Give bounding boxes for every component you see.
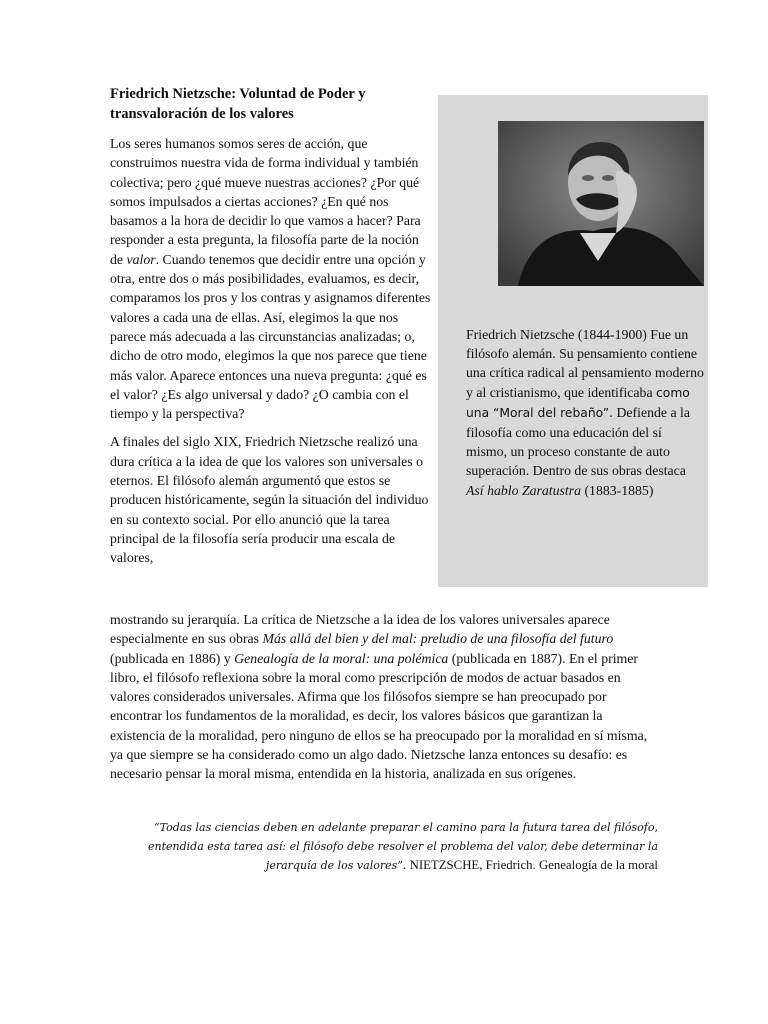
book-title-2: Genealogía de la moral: una polémica bbox=[234, 650, 449, 666]
wide-text-a: mostrando su jerarquía. La crítica de Nietzsche a la idea de los valores universales aparece especialmente en sus obras bbox=[110, 612, 610, 647]
intro-part1: Los seres humanos somos seres de acción, que construimos nuestra vida de forma individual y también colectiva; pero ¿qué mueve nuestras acciones? ¿Por qué somos impulsados a ciertas acciones? ¿En qué nos basamos a la hora de decidir lo que vamos a hacer? Para responder a esta pregunta, la filosofía parte de la noción de bbox=[110, 136, 421, 267]
book-title-1: Más allá del bien y del mal: preludio de una filosofía del futuro bbox=[262, 631, 614, 647]
portrait-image bbox=[498, 121, 704, 286]
caption-text-b: Defiende a la filosofía como una educación del sí mismo, un proceso constante de auto superación. Dentro de sus obras destaca bbox=[466, 404, 690, 479]
intro-paragraph bbox=[110, 134, 432, 423]
caption-text-sans: como una “Moral del rebaño”. bbox=[466, 385, 690, 420]
quote-text: “Todas las ciencias deben en adelante preparar el camino para la futura tarea del filósofo, entendida esta tarea así: el filósofo debe resolver el problema del valor, debe determinar la jerarquía de los valores”. bbox=[148, 821, 658, 872]
nietzsche-portrait-photo bbox=[498, 121, 704, 286]
intro-valor-word: valor bbox=[126, 251, 156, 267]
body-column bbox=[110, 134, 432, 568]
portrait-caption bbox=[466, 325, 704, 500]
wide-text-b: (publicada en 1886) y bbox=[110, 650, 235, 666]
intro-part2: . Cuando tenemos que decidir entre una opción y otra, entre dos o más posibilidades, evaluamos, es decir, comparamos los pros y los contras y asignamos diferentes valores a cada una de ellas. Así, elegimos la que nos parece más adecuada a las circunstancias analizadas; o, dicho de otro modo, elegimos la que nos parece que tiene más valor. Aparece entonces una nueva pregunta: ¿qué es el valor? ¿Es algo universal y dado? ¿O cambia con el tiempo y la perspectiva? bbox=[110, 251, 431, 422]
second-paragraph-wide bbox=[110, 610, 658, 784]
caption-text-a: Friedrich Nietzsche (1844-1900) Fue un filósofo alemán. Su pensamiento contiene una crítica radical al pensamiento moderno y al cristianismo, que identificaba bbox=[466, 327, 704, 400]
document-title: Friedrich Nietzsche: Voluntad de Poder y transvaloración de los valores bbox=[110, 86, 366, 122]
wide-text-c: (publicada en 1887). En el primer libro, el filósofo reflexiona sobre la moral como prescripción de modos de actuar basados en valores considerados universales. Afirma que los filósofos siempre se han preocupado por encontrar los fundamentos de la moralidad, es decir, los valores básicos que garantizan la existencia de la moralidad, pero ninguno de ellos se ha preocupado por la moralidad en sí misma, ya que siempre se ha considerado como un algo dado. Nietzsche lanza entonces su desafío: es necesario pensar la moral misma, entendida en la historia, analizada en sus orígenes. bbox=[110, 650, 648, 782]
second-paragraph-narrow: A finales del siglo XIX, Friedrich Nietzsche realizó una dura crítica a la idea de que los valores son universales o eternos. El filósofo alemán argumentó que estos se producen históricamente, según la situación del individuo en su contexto social. Por ello anunció que la tarea principal de la filosofía sería producir una escala de valores, bbox=[110, 434, 429, 566]
quote-citation: NIETZSCHE, Friedrich. Genealogía de la moral bbox=[406, 858, 658, 872]
biography-sidebar bbox=[438, 95, 708, 587]
caption-text-c: (1883-1885) bbox=[581, 482, 654, 498]
nietzsche-quote bbox=[110, 818, 658, 875]
caption-book-title: Así hablo Zaratustra bbox=[466, 482, 581, 498]
